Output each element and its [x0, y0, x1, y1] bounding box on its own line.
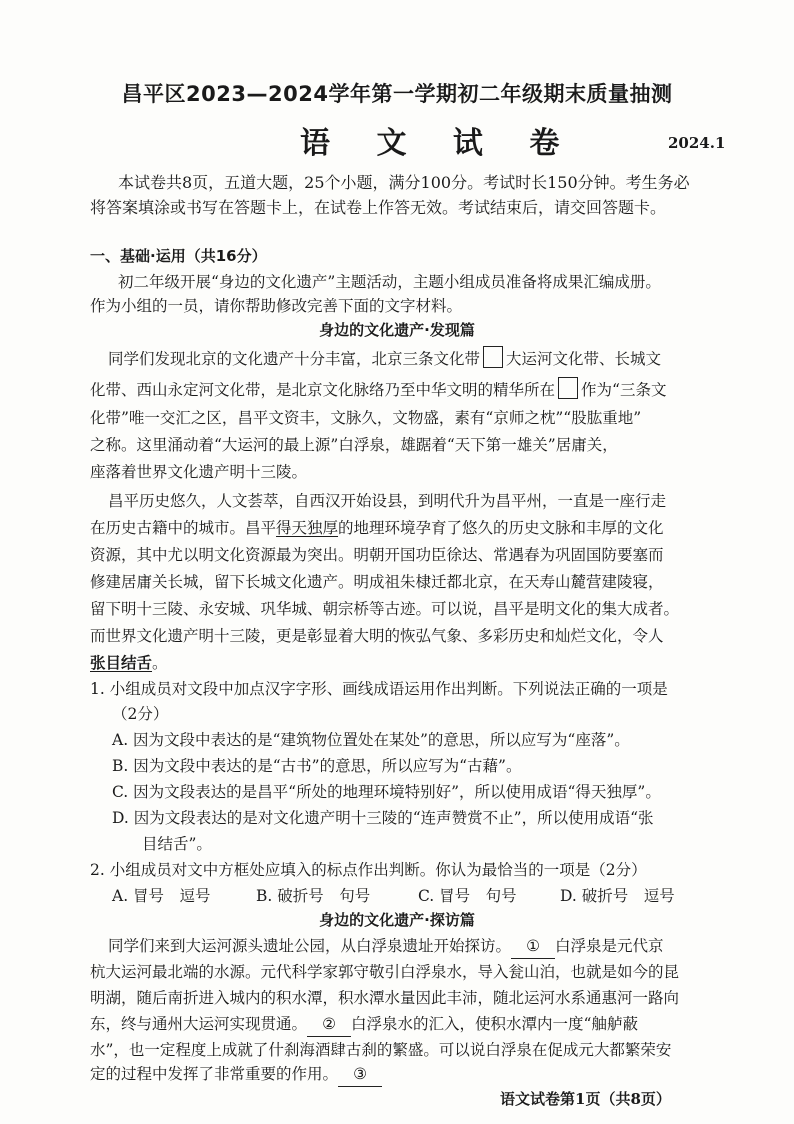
task-line-2: 作为小组的一员，请你帮助修改完善下面的文字材料。 [90, 297, 463, 315]
exam-header: 昌平区2023—2024学年第一学期初二年级期末质量抽测 [121, 82, 673, 106]
punctuation-box-1 [483, 346, 503, 368]
section-1-title: 一、基础·运用（共16分） [90, 247, 267, 265]
q2-option-d: D. 破折号 逗号 [560, 887, 675, 905]
p1-line-2a: 化带、西山永定河文化带，是北京文化脉络乃至中华文明的精华所在 [90, 381, 556, 399]
p1-line-1 [108, 346, 661, 371]
subsection-discover: 身边的文化遗产·发现篇 [319, 321, 475, 339]
p2-line-2b: 的地理环境孕育了悠久的历史文脉和丰厚的文化 [338, 519, 664, 537]
p2-line-7-end: 。 [152, 654, 168, 672]
q1-option-c: C. 因为文段表达的是昌平“所处的地理环境特别好”，所以使用成语“得天独厚”。 [112, 783, 661, 801]
p1-line-1a: 同学们发现北京的文化遗产十分丰富，北京三条文化带 [108, 350, 481, 368]
task-line-1: 初二年级开展“身边的文化遗产”主题活动，主题小组成员准备将成果汇编成册。 [118, 273, 661, 291]
p1-line-5: 座落着世界文化遗产明十三陵。 [90, 463, 308, 481]
q1-option-b: B. 因为文段中表达的是“古书”的意思，所以应写为“古藉”。 [112, 757, 522, 775]
underlined-idiom-2: 张目结舌 [90, 653, 153, 672]
p3-line-4a: 东，终与通州大运河实现贯通。 [90, 1015, 308, 1033]
p2-line-3: 资源，其中尤以明文化资源最为突出。明朝开国功臣徐达、常遇春为巩固国防要塞而 [90, 546, 664, 564]
p3-line-1 [108, 934, 664, 959]
blank-3: ③ [338, 1062, 382, 1087]
page-footer: 语文试卷第1页（共8页） [500, 1090, 671, 1108]
punctuation-box-2 [558, 377, 578, 399]
p1-line-4: 之称。这里涌动着“大运河的最上源”白浮泉，雄踞着“天下第一雄关”居庸关， [90, 436, 618, 454]
p3-line-4 [90, 1012, 638, 1037]
p3-line-4b: 白浮泉水的汇入，使积水潭内一度“舳舻蔽 [351, 1015, 638, 1033]
p3-line-2: 杭大运河最北端的水源。元代科学家郭守敬引白浮泉水，导入瓮山泊，也就是如今的昆 [90, 963, 680, 981]
p1-line-2 [90, 377, 666, 402]
intro-line-1: 本试卷共8页，五道大题，25个小题，满分100分。考试时长150分钟。考生务必 [118, 173, 690, 192]
exam-date: 2024.1 [668, 134, 726, 152]
p3-line-6a: 定的过程中发挥了非常重要的作用。 [90, 1065, 339, 1083]
underlined-idiom-1: 得天独厚 [276, 519, 339, 537]
p2-line-2a: 在历史古籍中的城市。昌平 [90, 519, 277, 537]
q2-option-c: C. 冒号 句号 [418, 887, 517, 905]
p3-line-1b: 白浮泉是元代京 [555, 937, 664, 955]
p2-line-1: 昌平历史悠久，人文荟萃，自西汉开始设县，到明代升为昌平州，一直是一座行走 [108, 492, 667, 510]
p3-line-1a: 同学们来到大运河源头遗址公园，从白浮泉遗址开始探访。 [108, 937, 512, 955]
q1-option-a: A. 因为文段中表达的是“建筑物位置处在某处”的意思，所以应写为“座落”。 [112, 731, 630, 749]
blank-2: ② [307, 1012, 351, 1037]
q1-option-d-cont: 目结舌”。 [142, 835, 212, 853]
p2-line-6: 而世界文化遗产明十三陵，更是彰显着大明的恢弘气象、多彩历史和灿烂文化，令人 [90, 627, 664, 645]
blank-1: ① [511, 934, 555, 959]
p2-line-2 [90, 516, 664, 540]
p3-line-6 [90, 1062, 382, 1087]
p3-line-5: 水”，也一定程度上成就了什刹海酒肆古刹的繁盛。可以说白浮泉在促成元大都繁荣安 [90, 1041, 672, 1059]
q1-score: （2分） [112, 705, 169, 723]
p2-line-5: 留下明十三陵、永安城、巩华城、朝宗桥等古迹。可以说，昌平是明文化的集大成者。 [90, 600, 680, 618]
q2-stem: 2. 小组成员对文中方框处应填入的标点作出判断。你认为最恰当的一项是（2分） [90, 861, 647, 879]
q1-stem: 1. 小组成员对文段中加点汉字字形、画线成语运用作出判断。下列说法正确的一项是 [90, 680, 668, 698]
intro-line-2: 将答案填涂或书写在答题卡上，在试卷上作答无效。考试结束后，请交回答题卡。 [90, 198, 667, 217]
p1-line-3: 化带”唯一交汇之区，昌平文资丰，文脉久，文物盛，素有“京师之枕”“股肱重地” [90, 409, 642, 427]
p1-line-2b: 作为“三条文 [581, 381, 667, 399]
p2-line-7 [90, 651, 168, 675]
subsection-visit: 身边的文化遗产·探访篇 [319, 911, 475, 929]
q2-option-a: A. 冒号 逗号 [112, 887, 211, 905]
page-title: 语 文 试 卷 [300, 126, 578, 161]
p3-line-3: 明湖，随后南折进入城内的积水潭，积水潭水量因此丰沛，随北运河水系通惠河一路向 [90, 989, 680, 1007]
p2-line-4: 修建居庸关长城，留下长城文化遗产。明成祖朱棣迁都北京，在天寿山麓营建陵寝， [90, 573, 664, 591]
q1-option-d: D. 因为文段表达的是对文化遗产明十三陵的“连声赞赏不止”，所以使用成语“张 [112, 809, 654, 827]
q2-option-b: B. 破折号 句号 [256, 887, 371, 905]
p1-line-1b: 大运河文化带、长城文 [506, 350, 662, 368]
